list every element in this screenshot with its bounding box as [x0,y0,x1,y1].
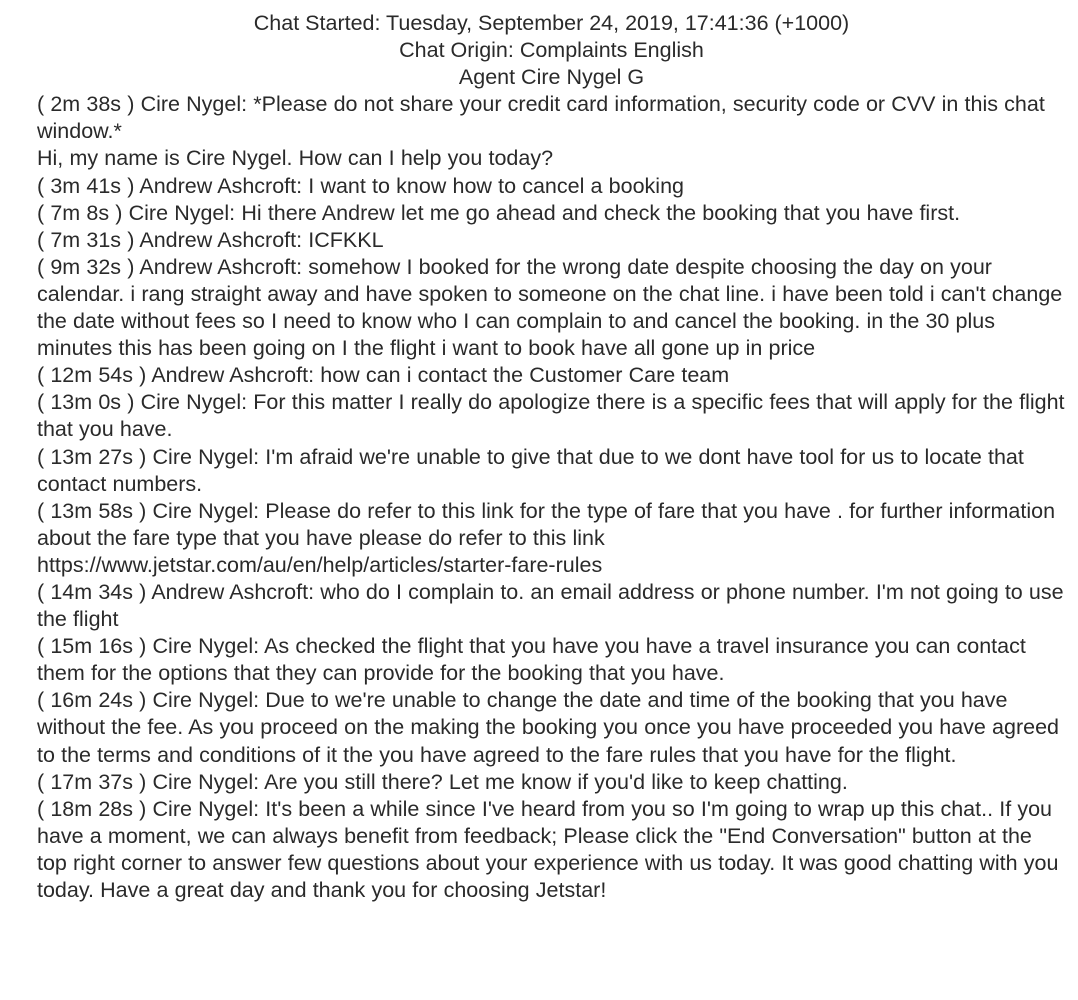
message-time: ( 7m 31s ) [37,227,135,252]
message-sender: Cire Nygel: [128,200,236,225]
message-list [37,91,1066,904]
message-sender: Cire Nygel: [152,634,260,659]
message-sender: Andrew Ashcroft: [139,227,303,252]
agent-name-line: Agent Cire Nygel G [458,65,645,90]
message-sender: Cire Nygel: [152,796,260,821]
message-sender: Andrew Ashcroft: [139,254,303,279]
message-text: Due to we're unable to change the date and time of the booking that you have without the fee. As you proceed on the making the booking you once you have proceeded you have agreed to the terms and conditions of it the you have agreed to the fare rules that you have for the flight. [37,688,1059,767]
message-time: ( 13m 27s ) [37,444,147,469]
chat-message [37,796,1066,904]
message-text: *Please do not share your credit card information, security code or CVV in this chat window.* Hi, my name is Cire Nygel. How can I help you today? [37,92,1045,171]
message-sender: Cire Nygel: [152,444,260,469]
message-time: ( 13m 58s ) [37,498,147,523]
chat-message [37,769,1066,796]
chat-message [37,200,1066,227]
message-text: ICFKKL [308,227,384,252]
message-time: ( 9m 32s ) [37,254,135,279]
message-text: who do I complain to. an email address or phone number. I'm not going to use the flight [37,579,1064,632]
message-text: I want to know how to cancel a booking [308,173,684,198]
message-sender: Cire Nygel: [140,390,248,415]
message-text: how can i contact the Customer Care team [320,363,730,388]
message-sender: Cire Nygel: [152,769,260,794]
chat-message [37,579,1066,633]
chat-message [37,389,1066,443]
message-text: For this matter I really do apologize there is a specific fees that will apply for the flight that you have. [37,390,1065,442]
message-sender: Andrew Ashcroft: [151,363,315,388]
message-sender: Cire Nygel: [152,688,260,713]
message-text: somehow I booked for the wrong date despite choosing the day on your calendar. i rang straight away and have spoken to someone on the chat line. i have been told i can't change the date without fees so I need to know who I can complain to and cancel the booking. in the 30 plus minutes this has been going on I the flight i want to book have all gone up in price [37,254,1063,361]
chat-started-line: Chat Started: Tuesday, September 24, 2019, 17:41:36 (+1000) [253,11,850,35]
message-sender: Andrew Ashcroft: [139,173,303,198]
chat-message [37,91,1066,172]
message-time: ( 3m 41s ) [37,173,135,198]
message-text: As checked the flight that you have you have a travel insurance you can contact them for the options that they can provide for the booking that you have. [37,634,1026,686]
chat-message [37,633,1066,687]
chat-message [37,227,1066,254]
message-time: ( 15m 16s ) [37,634,147,659]
message-time: ( 14m 34s ) [37,579,147,604]
message-sender: Andrew Ashcroft: [151,579,315,604]
message-time: ( 16m 24s ) [37,688,147,713]
message-sender: Cire Nygel: [152,498,260,523]
message-text: It's been a while since I've heard from you so I'm going to wrap up this chat.. If you have a moment, we can always benefit from feedback; Please click the "End Conversation" button at the top right corner to answer few questions about your experience with us today. It was good chatting with you today. Have a great day and thank you for choosing Jetstar! [37,796,1059,902]
chat-message [37,687,1066,768]
message-text: Please do refer to this link for the type of fare that you have . for further information about the fare type that you have please do refer to this link https://www.jetstar.com/au/en/help/articles/starter-fare-rules [37,498,1056,577]
message-time: ( 7m 8s ) [37,200,123,225]
message-time: ( 12m 54s ) [37,363,147,388]
message-text: Hi there Andrew let me go ahead and check the booking that you have first. [241,200,961,225]
chat-message [37,444,1066,498]
message-sender: Cire Nygel: [140,92,248,117]
chat-message [37,173,1066,200]
message-time: ( 13m 0s ) [37,390,135,415]
chat-message [37,254,1066,362]
message-time: ( 18m 28s ) [37,796,147,821]
message-time: ( 2m 38s ) [37,92,135,117]
message-text: Are you still there? Let me know if you'd like to keep chatting. [264,769,848,794]
chat-message [37,362,1066,389]
chat-origin-line: Chat Origin: Complaints English [399,38,704,63]
message-time: ( 17m 37s ) [37,769,147,794]
chat-message [37,498,1066,579]
message-text: I'm afraid we're unable to give that due to we dont have tool for us to locate that contact numbers. [37,444,1024,496]
